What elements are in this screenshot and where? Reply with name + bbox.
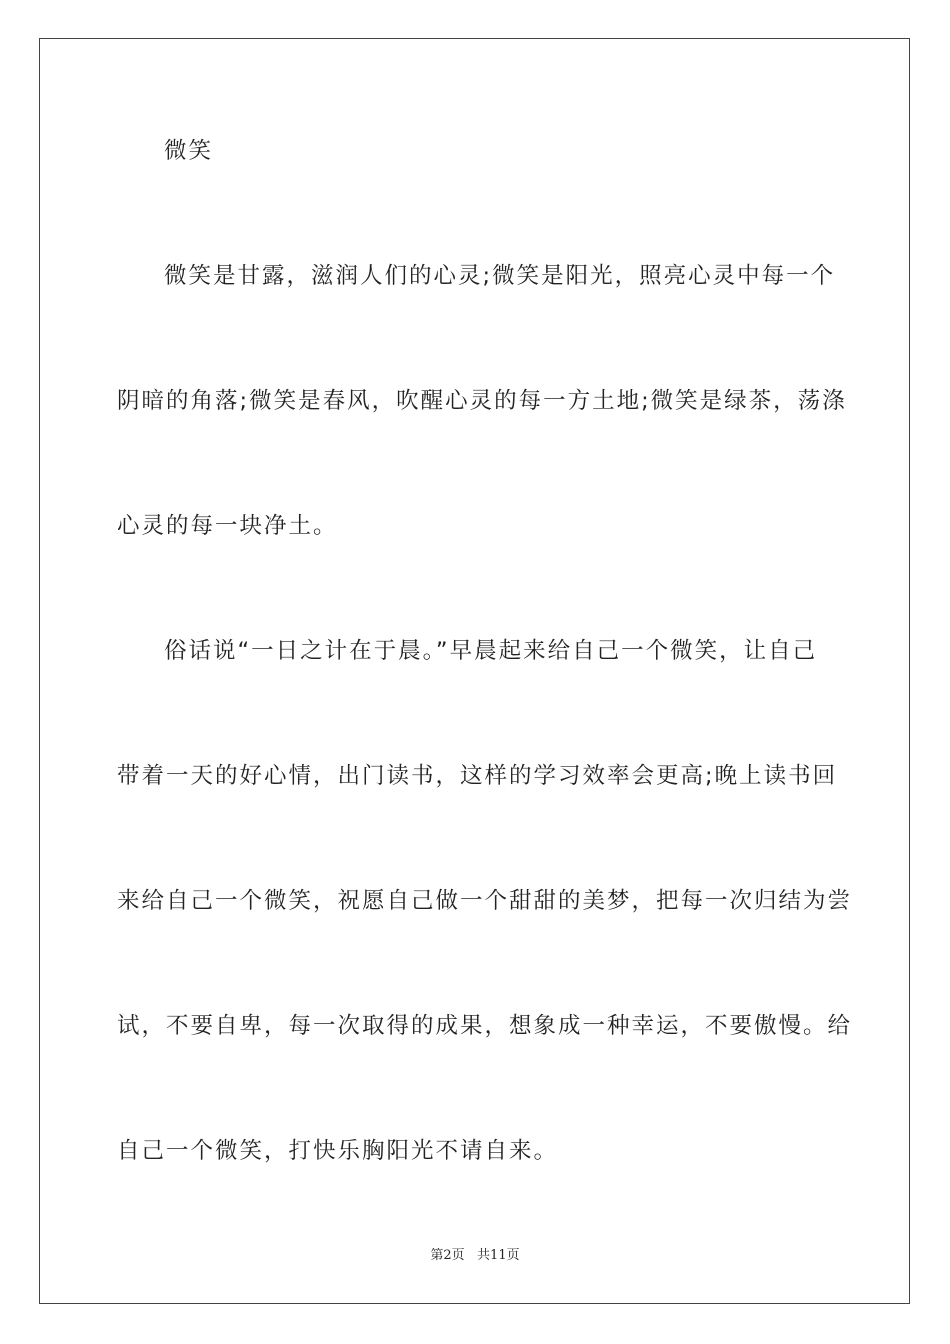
paragraph-line: 自己一个微笑，打快乐胸阳光不请自来。 xyxy=(117,1138,559,1164)
paragraph-line: 试，不要自卑，每一次取得的成果，想象成一种幸运，不要傲慢。给 xyxy=(117,1013,853,1039)
paragraph-line: 微笑是甘露，滋润人们的心灵;微笑是阳光，照亮心灵中每一个 xyxy=(164,263,836,289)
page-footer: 第2页 共11页 xyxy=(430,1248,520,1263)
page-border xyxy=(39,38,910,1304)
document-title: 微笑 xyxy=(164,138,214,164)
paragraph-line: 带着一天的好心情，出门读书，这样的学习效率会更高;晚上读书回 xyxy=(117,763,838,789)
paragraph-line: 俗话说“一日之计在于晨。”早晨起来给自己一个微笑，让自己 xyxy=(164,638,818,664)
paragraph-line: 心灵的每一块净土。 xyxy=(117,513,338,539)
paragraph-line: 来给自己一个微笑，祝愿自己做一个甜甜的美梦，把每一次归结为尝 xyxy=(117,888,853,914)
paragraph-line: 阴暗的角落;微笑是春风，吹醒心灵的每一方土地;微笑是绿茶，荡涤 xyxy=(117,388,847,414)
